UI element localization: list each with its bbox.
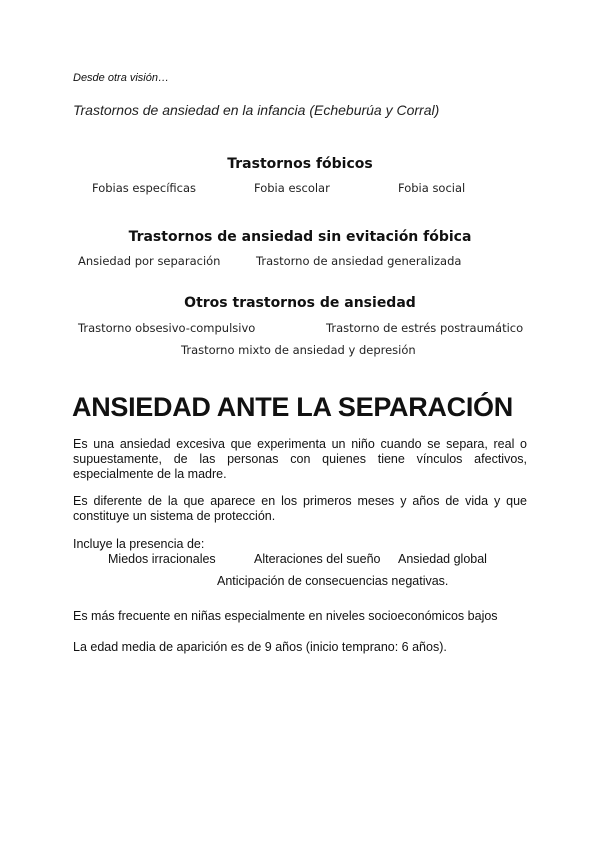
item-generalized-anxiety: Trastorno de ansiedad generalizada (256, 254, 462, 268)
include-anticipation: Anticipación de consecuencias negativas. (217, 574, 449, 588)
item-specific-phobias: Fobias específicas (92, 181, 196, 195)
item-separation-anxiety: Ansiedad por separación (78, 254, 221, 268)
paragraph-definition: Es una ansiedad excesiva que experimenta un niño cuando se separa, real o supuestamente, de las personas con quienes tiene vínculos afectivos, especialmente de la madre. (73, 437, 527, 481)
include-global-anxiety: Ansiedad global (398, 552, 487, 566)
item-ocd: Trastorno obsesivo-compulsivo (78, 321, 256, 335)
section-heading-phobic: Trastornos fóbicos (227, 156, 373, 172)
item-ptsd: Trastorno de estrés postraumático (326, 321, 524, 335)
age-text: La edad media de aparición es de 9 años (inicio temprano: 6 años). (73, 640, 447, 654)
item-social-phobia: Fobia social (398, 181, 466, 195)
main-title: ANSIEDAD ANTE LA SEPARACIÓN (72, 392, 513, 422)
includes-label: Incluye la presencia de: (73, 537, 205, 551)
paragraph-difference: Es diferente de la que aparece en los primeros meses y años de vida y que constituye un sistema de protección. (73, 494, 527, 523)
section-heading-other: Otros trastornos de ansiedad (184, 295, 416, 311)
section-heading-nonavoidance: Trastornos de ansiedad sin evitación fóbica (128, 229, 472, 245)
item-mixed-anxiety-depression: Trastorno mixto de ansiedad y depresión (181, 343, 416, 357)
intro-title: Trastornos de ansiedad en la infancia (Echeburúa y Corral) (73, 102, 440, 118)
intro-label: Desde otra visión… (73, 72, 169, 84)
frequency-text: Es más frecuente en niñas especialmente en niveles socioeconómicos bajos (73, 609, 498, 623)
include-irrational-fears: Miedos irracionales (108, 552, 216, 566)
item-school-phobia: Fobia escolar (254, 181, 330, 195)
include-sleep-alterations: Alteraciones del sueño (254, 552, 381, 566)
